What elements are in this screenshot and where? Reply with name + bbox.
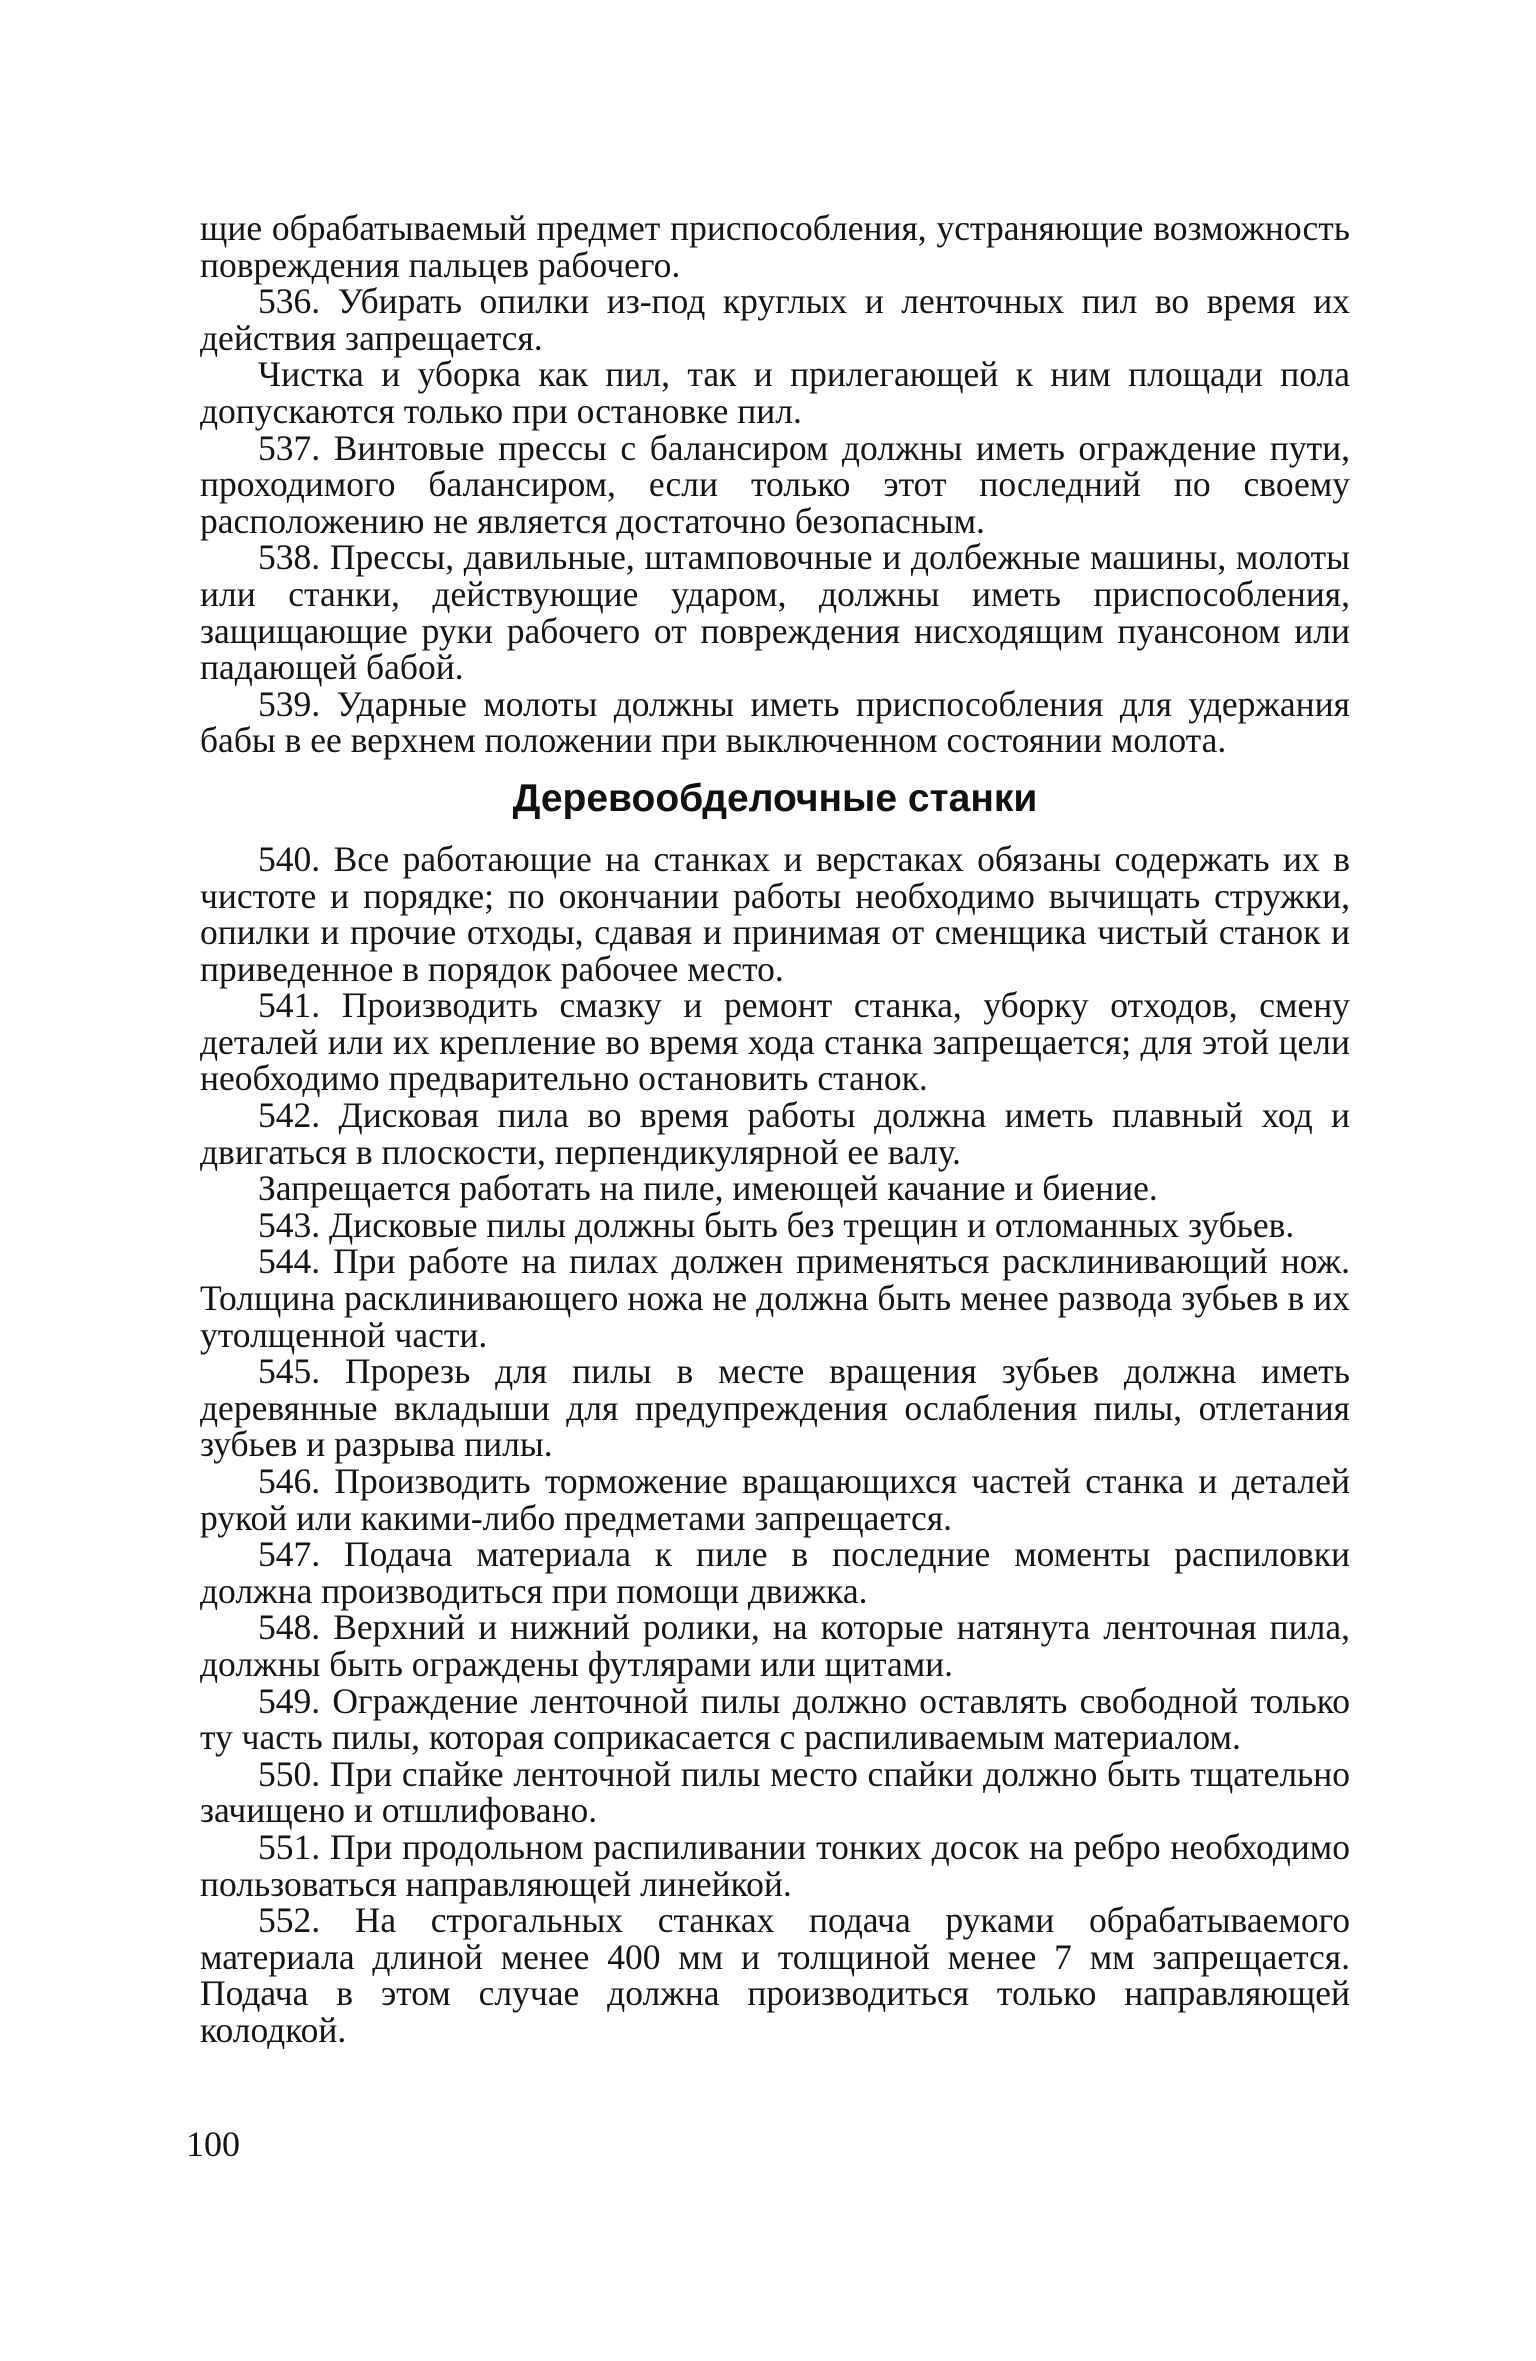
paragraph-541: 541. Производить смазку и ремонт станка, уборку отходов, смену деталей или их крепление во время хода станка запрещается; для этой цели необходимо предварительно остановить станок. [200, 985, 1350, 1099]
paragraph-542: 542. Дисковая пила во время работы должна иметь плавный ход и двигаться в плоскости, перпендикулярной ее валу. [200, 1095, 1351, 1172]
body-text [200, 210, 1350, 2049]
paragraph-545: 545. Прорезь для пилы в месте вращения зубьев должна иметь деревянные вкладыши для предупреждения ослабления пилы, отлетания зубьев и разрыва пилы. [200, 1351, 1350, 1465]
paragraph-continued: щие обрабатываемый предмет приспособления, устраняющие возможность повреждения пальцев рабочего. [200, 208, 1350, 285]
paragraph-549: 549. Ограждение ленточной пилы должно оставлять свободной только ту часть пилы, которая соприкасается с распиливаемым материалом. [200, 1680, 1350, 1758]
paragraph-537: 537. Винтовые прессы с балансиром должны иметь ограждение пути, проходимого балансиром, если только этот последний по своему расположению не является достаточно безопасным. [200, 427, 1351, 541]
page-number: 100 [186, 2124, 240, 2164]
paragraph-536-cont: Чистка и уборка как пил, так и прилегающей к ним площади пола допускаются только при остановке пил. [200, 354, 1350, 431]
section-heading: Деревообделочные станки [512, 776, 1038, 820]
paragraph-543: 543. Дисковые пилы должны быть без трещин и отломанных зубьев. [258, 1204, 1295, 1245]
paragraph-550: 550. При спайке ленточной пилы место спайки должно быть тщательно зачищено и отшлифовано. [200, 1753, 1350, 1831]
paragraph-540: 540. Все работающие на станках и верстаках обязаны содержать их в чистоте и порядке; по окончании работы необходимо вычищать стружки, опилки и прочие отходы, сдавая и принимая от сменщика чистый станок и приведенное в порядок рабочее место. [200, 838, 1351, 989]
paragraph-544: 544. При работе на пилах должен применяться расклинивaющий нож. Толщина расклинивающего ножа не должна быть менее развода зубьев в их утолщенной части. [200, 1241, 1351, 1355]
paragraph-546: 546. Производить торможение вращающихся частей станка и деталей рукой или какими-либо предметами запрещается. [200, 1461, 1351, 1538]
paragraph-542-cont: Запрещается работать на пиле, имеющей качание и биение. [258, 1168, 1158, 1209]
paragraph-539: 539. Ударные молоты должны иметь приспособления для удержания бабы в ее верхнем положении при выключенном состоянии молота. [200, 683, 1351, 761]
paragraph-547: 547. Подача материала к пиле в последние моменты распиловки должна производиться при помощи движка. [200, 1534, 1350, 1611]
paragraph-552: 552. На строгальных станках подача руками обрабатываемого материала длиной менее 400 мм и толщиной менее 7 мм запрещается. Подача в этом случае должна производиться только направляющей колодкой. [200, 1900, 1350, 2050]
paragraph-536: 536. Убирать опилки из-под круглых и ленточных пил во время их действия запрещается. [200, 281, 1351, 358]
paragraph-551: 551. При продольном распиливании тонких досок на ребро необходимо пользоваться направляющей линейкой. [200, 1826, 1351, 1904]
paragraph-538: 538. Прессы, давильные, штамповочные и долбежные машины, молоты или станки, действующие ударом, должны иметь приспособления, защищающие руки рабочего от повреждения нисходящим пуансоном или падающей бабой. [200, 537, 1351, 688]
paragraph-548: 548. Верхний и нижний ролики, на которые натянута ленточная пила, должны быть ограждены футлярами или щитами. [200, 1607, 1350, 1684]
